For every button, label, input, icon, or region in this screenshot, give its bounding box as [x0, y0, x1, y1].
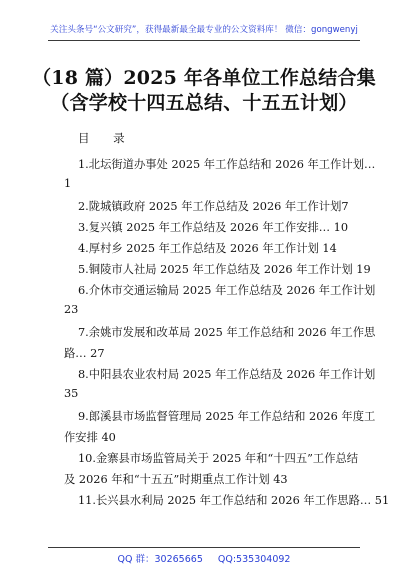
header-divider [48, 40, 360, 41]
toc-line[interactable]: 6.介休市交通运输局 2025 年工作总结及 2026 年工作计划 [78, 284, 376, 297]
toc-line[interactable]: 5.铜陵市人社局 2025 年工作总结及 2026 年工作计划 19 [78, 263, 371, 276]
toc-line[interactable]: 1 [64, 177, 72, 190]
toc-line[interactable]: 及 2026 年和“十五五”时期重点工作计划 43 [64, 473, 288, 486]
toc-line[interactable]: 9.郎溪县市场监督管理局 2025 年工作总结和 2026 年度工 [78, 410, 376, 423]
header-banner [0, 0, 408, 40]
toc-line[interactable]: 7.余姚市发展和改革局 2025 年工作总结和 2026 年工作思 [78, 326, 376, 339]
footer-contact [0, 551, 408, 565]
toc-line[interactable]: 作安排 40 [64, 431, 116, 444]
toc-line[interactable]: 8.中阳县农业农村局 2025 年工作总结及 2026 年工作计划 [78, 368, 376, 381]
header-banner-text: 关注头条号“公文研究”，获得最新最全最专业的公文资料库！ 微信：gongwenyj [50, 25, 358, 35]
toc-heading: 目 录 [78, 131, 135, 145]
toc-line[interactable]: 35 [64, 387, 79, 400]
toc-line[interactable]: 23 [64, 303, 79, 316]
document-title-line-2: （含学校十四五总结、十五五计划） [50, 92, 358, 114]
toc-line[interactable]: 11.长兴县水利局 2025 年工作总结和 2026 年工作思路… 51 [78, 494, 390, 507]
toc-line[interactable]: 1.北坛街道办事处 2025 年工作总结和 2026 年工作计划… [78, 158, 376, 171]
footer-qq-group: QQ 群：30265665 [117, 554, 203, 565]
footer-divider [48, 547, 360, 548]
document-title-line-1: （18 篇）2025 年各单位工作总结合集 [32, 67, 376, 89]
toc-line[interactable]: 路… 27 [64, 347, 105, 360]
toc-line[interactable]: 10.金寨县市场监管局关于 2025 年和“十四五”工作总结 [78, 452, 359, 465]
toc-line[interactable]: 4.厚村乡 2025 年工作总结及 2026 年工作计划 14 [78, 242, 337, 255]
toc-line[interactable]: 2.陇城镇政府 2025 年工作总结及 2026 年工作计划7 [78, 200, 349, 213]
toc-line[interactable]: 3.复兴镇 2025 年工作总结及 2026 年工作安排… 10 [78, 221, 349, 234]
footer-qq: QQ:535304092 [217, 554, 291, 565]
